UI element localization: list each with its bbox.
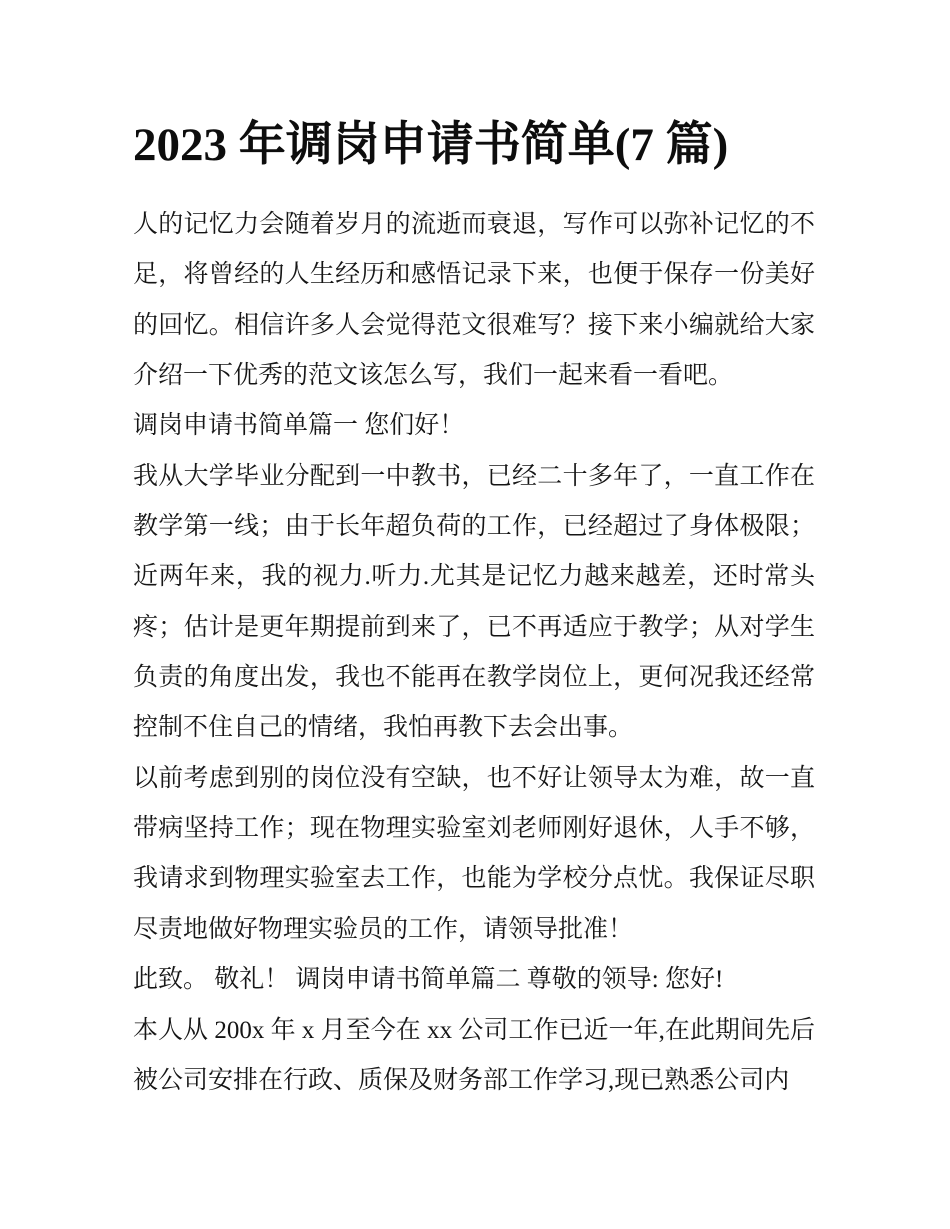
paragraph-section1-body1: 我从大学毕业分配到一中教书，已经二十多年了，一直工作在教学第一线；由于长年超负荷的工作，已经超过了身体极限；近两年来，我的视力.听力.尤其是记忆力越来越差，还时常头疼；估计是更年期提前到来了，已不再适应于教学；从对学生负责的角度出发，我也不能再在教学岗位上，更何况我还经常控制不住自己的情绪，我怕再教下去会出事。 xyxy=(133,462,815,742)
document-title: 2023 年调岗申请书简单(7 篇) xyxy=(133,119,729,171)
document-body xyxy=(133,200,815,1106)
paragraph-closing-and-section2-heading: 此致。 敬礼！ 调岗申请书简单篇二 尊敬的领导: 您好! xyxy=(133,966,724,994)
paragraph-section1-body2: 以前考虑到别的岗位没有空缺，也不好让领导太为难，故一直带病坚持工作；现在物理实验室刘老师刚好退休，人手不够，我请求到物理实验室去工作，也能为学校分点忧。我保证尽职尽责地做好物理实验员的工作，请领导批准！ xyxy=(133,764,815,943)
paragraph-intro: 人的记忆力会随着岁月的流逝而衰退，写作可以弥补记忆的不足，将曾经的人生经历和感悟记录下来，也便于保存一份美好的回忆。相信许多人会觉得范文很难写？接下来小编就给大家介绍一下优秀的范文该怎么写，我们一起来看一看吧。 xyxy=(133,211,815,390)
paragraph-section1-heading: 调岗申请书简单篇一 您们好！ xyxy=(133,412,465,440)
paragraph-section2-body1: 本人从 200x 年 x 月至今在 xx 公司工作已近一年,在此期间先后被公司安排在行政、质保及财务部工作学习,现已熟悉公司内 xyxy=(133,1016,815,1094)
